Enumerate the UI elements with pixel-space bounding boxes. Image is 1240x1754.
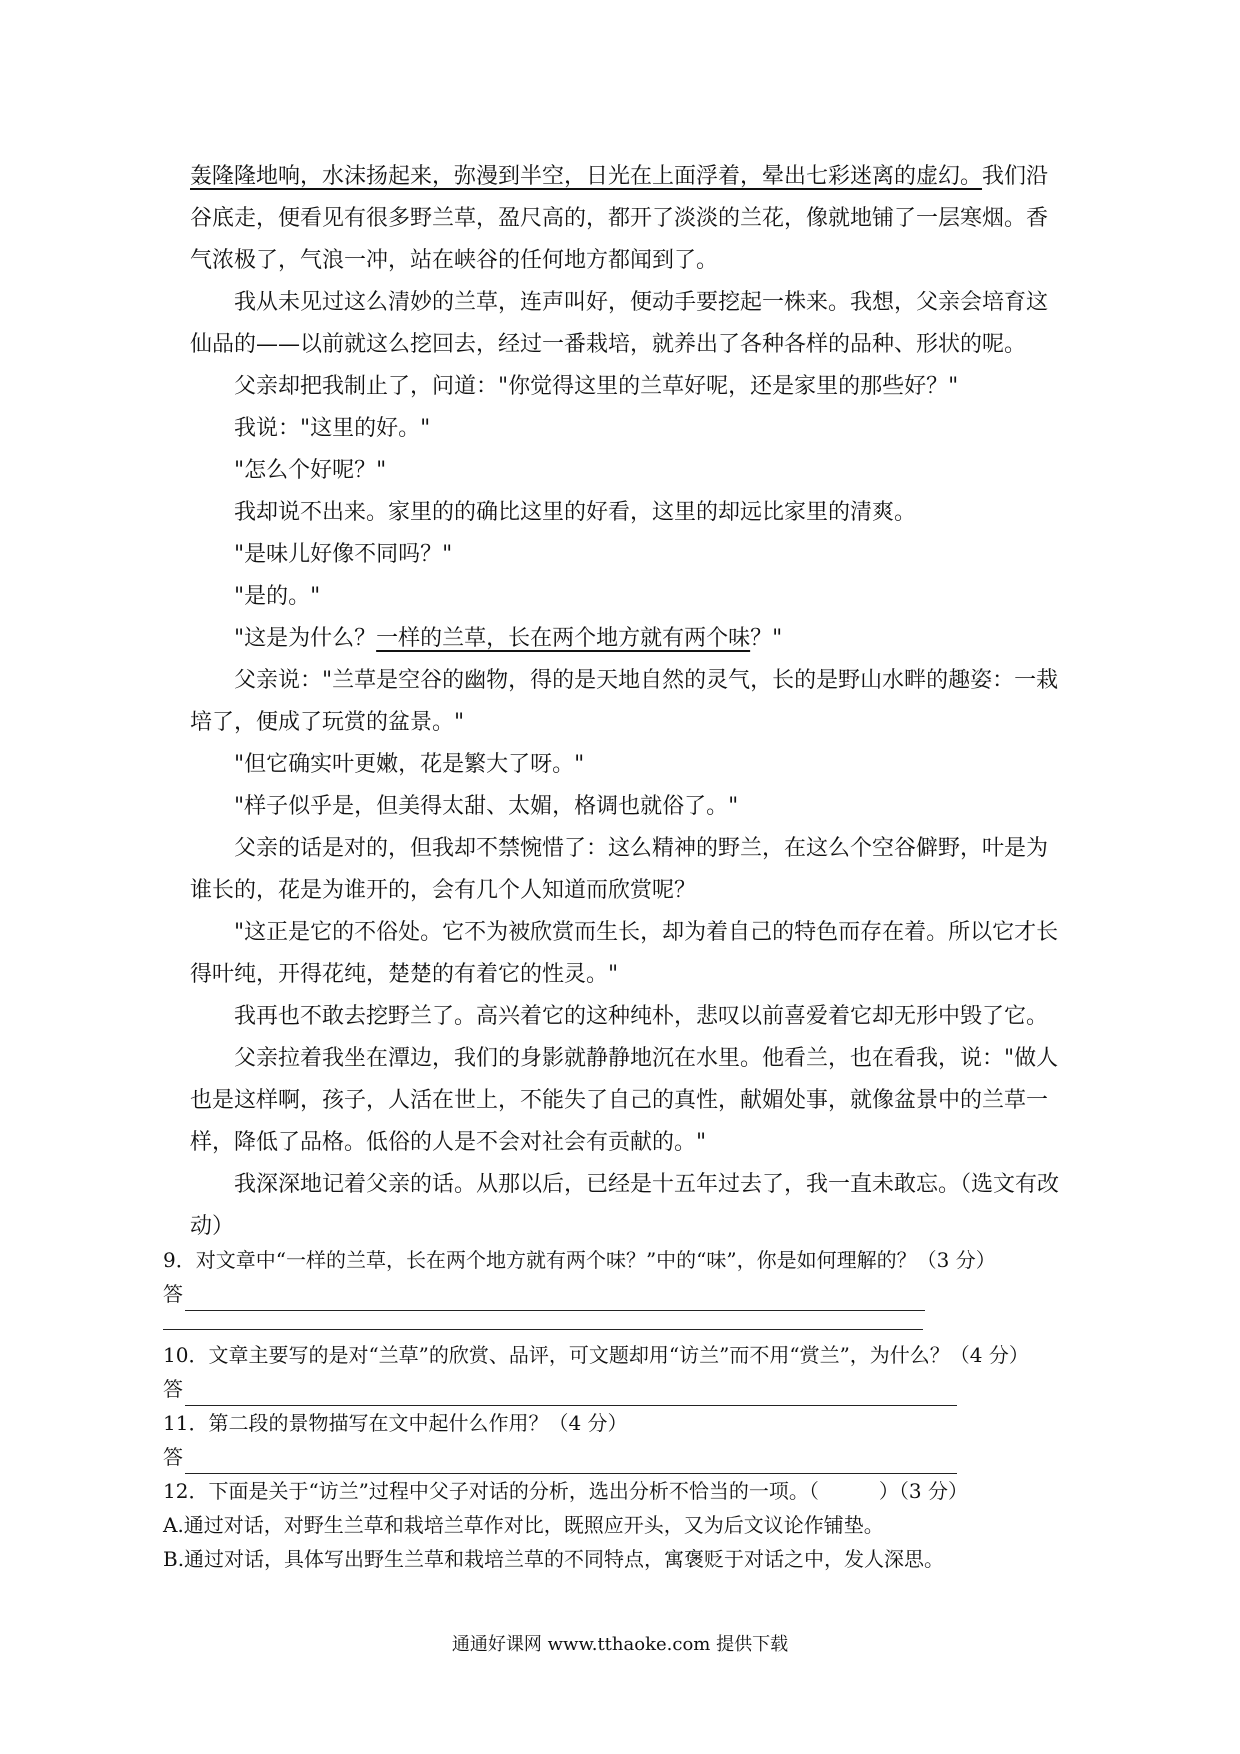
answer-line	[185, 1288, 925, 1311]
paragraph-9-pre: "这是为什么？	[234, 626, 377, 651]
question-11: 11．第二段的景物描写在文中起什么作用？（4 分）	[163, 1411, 628, 1435]
paragraph-9	[190, 618, 1060, 660]
questions	[163, 1243, 1063, 1576]
paragraph-4: 我说："这里的好。"	[234, 416, 431, 441]
paragraph-17: 我深深地记着父亲的话。从那以后，已经是十五年过去了，我一直未敢忘。（选文有改动）	[190, 1172, 1060, 1239]
paragraph-11: "但它确实叶更嫩，花是繁大了呀。"	[234, 752, 585, 777]
option-a[interactable]: A.通过对话，对野生兰草和栽培兰草作对比，既照应开头，又为后文议论作铺垫。	[163, 1513, 884, 1537]
answer-label: 答	[163, 1445, 183, 1469]
paragraph-2: 我从未见过这么清妙的兰草，连声叫好，便动手要挖起一株来。我想，父亲会培育这仙品的——以前就这么挖回去，经过一番栽培，就养出了各种各样的品种、形状的呢。	[190, 290, 1049, 357]
answer-label: 答	[163, 1282, 183, 1306]
paragraph-8: "是的。"	[234, 584, 321, 609]
page-footer: 通通好课网 www.tthaoke.com 提供下载	[451, 1634, 789, 1655]
answer-9-extra-line[interactable]	[163, 1311, 923, 1330]
underlined-sentence-2: 一样的兰草，长在两个地方就有两个味	[376, 626, 751, 651]
passage	[190, 156, 1060, 1248]
paragraph-3: 父亲却把我制止了，问道："你觉得这里的兰草好呢，还是家里的那些好？"	[234, 374, 959, 399]
paragraph-15: 我再也不敢去挖野兰了。高兴着它的这种纯朴，悲叹以前喜爱着它却无形中毁了它。	[234, 1004, 1049, 1029]
answer-label: 答	[163, 1377, 183, 1401]
question-9: 9．对文章中“一样的兰草，长在两个地方就有两个味？”中的“味”，你是如何理解的？（3 分）	[163, 1248, 996, 1272]
paragraph-7: "是味儿好像不同吗？"	[234, 542, 453, 567]
paragraph-10: 父亲说："兰草是空谷的幽物，得的是天地自然的灵气，长的是野山水畔的趣姿：一栽培了，便成了玩赏的盆景。"	[190, 668, 1059, 735]
question-10: 10．文章主要写的是对“兰草”的欣赏、品评，可文题却用“访兰”而不用“赏兰”，为什么？（4 分）	[163, 1343, 1029, 1367]
paragraph-1-rest: 我们沿谷底走，便看见有很多野兰草，盈尺高的，都开了淡淡的兰花，像就地铺了一层寒烟。香气浓极了，气浪一冲，站在峡谷的任何地方都闻到了。	[190, 164, 1049, 273]
answer-line	[185, 1383, 957, 1406]
paragraph-1	[190, 156, 1060, 282]
answer-line	[185, 1451, 957, 1474]
paragraph-16: 父亲拉着我坐在潭边，我们的身影就静静地沉在水里。他看兰，也在看我，说："做人也是这样啊，孩子，人活在世上，不能失了自己的真性，献媚处事，就像盆景中的兰草一样，降低了品格。低俗的人是不会对社会有贡献的。"	[190, 1046, 1059, 1155]
paragraph-13: 父亲的话是对的，但我却不禁惋惜了：这么精神的野兰，在这么个空谷僻野，叶是为谁长的，花是为谁开的，会有几个人知道而欣赏呢？	[190, 836, 1049, 903]
underlined-sentence-1: 轰隆隆地响，水沫扬起来，弥漫到半空，日光在上面浮着，晕出七彩迷离的虚幻。	[190, 164, 983, 189]
answer-11[interactable]	[163, 1440, 1063, 1474]
paragraph-6: 我却说不出来。家里的的确比这里的好看，这里的却远比家里的清爽。	[234, 500, 917, 525]
paragraph-14: "这正是它的不俗处。它不为被欣赏而生长，却为着自己的特色而存在着。所以它才长得叶纯，开得花纯，楚楚的有着它的性灵。"	[190, 920, 1059, 987]
question-12: 12．下面是关于“访兰”过程中父子对话的分析，选出分析不恰当的一项。（ ）（3 分）	[163, 1479, 968, 1503]
answer-10[interactable]	[163, 1372, 1063, 1406]
paragraph-9-post: ？"	[750, 626, 783, 651]
answer-9[interactable]	[163, 1277, 1063, 1311]
paragraph-5: "怎么个好呢？"	[234, 458, 387, 483]
option-b[interactable]: B.通过对话，具体写出野生兰草和栽培兰草的不同特点，寓褒贬于对话之中，发人深思。	[163, 1547, 945, 1571]
paragraph-12: "样子似乎是，但美得太甜、太媚，格调也就俗了。"	[234, 794, 739, 819]
